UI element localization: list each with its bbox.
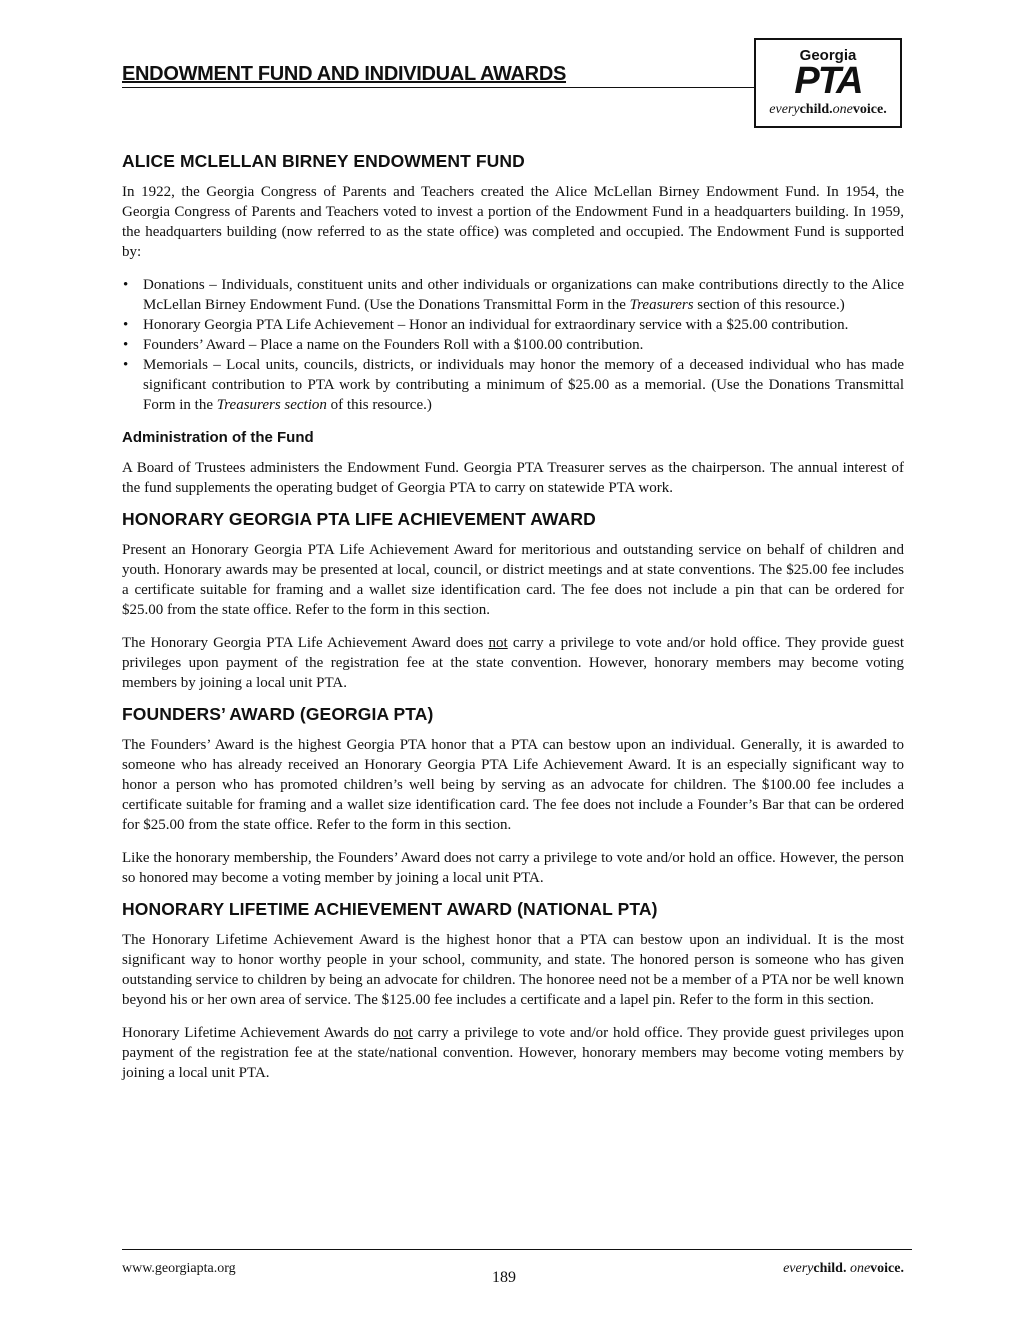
page-content	[122, 150, 904, 1096]
section-heading-life-achievement: HONORARY GEORGIA PTA LIFE ACHIEVEMENT AWARD	[122, 509, 596, 529]
founders-p2: Like the honorary membership, the Founders’ Award does not carry a privilege to vote and/or hold an office. However, the person so honored may become a voting member by joining a local unit PTA.	[122, 850, 904, 886]
logo-tagline	[756, 102, 900, 118]
footer-tag-child: child.	[813, 1261, 847, 1276]
life-achievement-p2	[122, 633, 904, 693]
footer-website: www.georgiapta.org	[122, 1261, 236, 1276]
national-p2-a: Honorary Lifetime Achievement Awards do	[122, 1025, 394, 1041]
bullet-icon: •	[123, 357, 129, 373]
logo-pta-text: PTA	[794, 60, 862, 102]
header-rule	[122, 87, 754, 88]
list-item-memorials	[122, 355, 904, 415]
footer-tag-voice: voice.	[870, 1261, 904, 1276]
national-p2	[122, 1023, 904, 1083]
life-achievement-p2-a: The Honorary Georgia PTA Life Achievement Award does	[122, 635, 489, 651]
honorary-text: Honorary Georgia PTA Life Achievement – Honor an individual for extraordinary service with a $25.00 contribution.	[143, 317, 849, 333]
footer-tag-one: one	[849, 1261, 871, 1276]
georgia-pta-logo	[754, 38, 902, 128]
national-p1: The Honorary Lifetime Achievement Award is the highest honor that a PTA can bestow upon an individual. It is the most significant way to honor worthy people in your school, community, and state. The honored person is someone who has given outstanding service to children by being an advocate for children. The honoree need not be a member of a PTA nor be well known beyond his or her own area of service. The $125.00 fee includes a certificate and a lapel pin. Refer to the form in this section.	[122, 932, 904, 1008]
administration-text: A Board of Trustees administers the Endowment Fund. Georgia PTA Treasurer serves as the chairperson. The annual interest of the fund supplements the operating budget of Georgia PTA to carry on statewide PTA work.	[122, 460, 904, 496]
bullet-icon: •	[123, 317, 129, 333]
donations-italic: Treasurers	[629, 297, 694, 313]
life-achievement-p2-b: carry a privilege to vote and/or hold office. They provide guest privileges upon payment of the registration fee at the state convention. However, honorary members may become voting members by joining a local unit PTA.	[122, 635, 904, 691]
donations-end: section of this resource.)	[693, 297, 845, 313]
section-heading-endowment: ALICE MCLELLAN BIRNEY ENDOWMENT FUND	[122, 151, 525, 171]
national-p2-underline: not	[393, 1025, 413, 1041]
list-item-honorary	[122, 315, 904, 335]
list-item-founders	[122, 335, 904, 355]
logo-tag-child: child.	[799, 102, 833, 117]
list-item-donations	[122, 275, 904, 315]
section-heading-national: HONORARY LIFETIME ACHIEVEMENT AWARD (NATIONAL PTA)	[122, 899, 658, 919]
life-achievement-p1: Present an Honorary Georgia PTA Life Achievement Award for meritorious and outstanding service on behalf of children and youth. Honorary awards may be presented at local, council, or district meetings and at state conventions. The $25.00 fee includes a certificate suitable for framing and a wallet size identification card. The fee does not include a pin that can be ordered for $25.00 from the state office. Refer to the form in this section.	[122, 542, 904, 618]
founders-p1: The Founders’ Award is the highest Georgia PTA honor that a PTA can bestow upon an individual. Generally, it is awarded to someone who has already received an Honorary Georgia PTA Life Achievement Award. It is an especially significant way to honor a person who has promoted children’s well being by serving as an advocate for children. The $100.00 fee includes a certificate suitable for framing and a wallet size identification card. The fee does not include a Founder’s Bar that can be ordered for $25.00 from the state office. Refer to the form in this section.	[122, 737, 904, 833]
endowment-intro: In 1922, the Georgia Congress of Parents and Teachers created the Alice McLellan Birney Endowment Fund. In 1954, the Georgia Congress of Parents and Teachers voted to invest a portion of the Endowment Fund in a headquarters building. In 1959, the headquarters building (now referred to as the state office) was completed and occupied. The Endowment Fund is supported by:	[122, 184, 904, 260]
subheading-administration: Administration of the Fund	[122, 429, 314, 446]
footer-tag-every: every	[783, 1261, 814, 1276]
section-heading-founders: FOUNDERS’ AWARD (GEORGIA PTA)	[122, 704, 434, 724]
logo-tag-every: every	[769, 102, 800, 117]
founders-text: Founders’ Award – Place a name on the Founders Roll with a $100.00 contribution.	[143, 337, 644, 353]
donations-text: Donations – Individuals, constituent units and other individuals or organizations can make contributions directly to the Alice McLellan Birney Endowment Fund. (Use the Donations Transmittal Form in the	[143, 277, 904, 313]
memorials-text: Memorials – Local units, councils, districts, or individuals may honor the memory of a deceased individual who has made significant contribution to PTA work by contributing a minimum of $25.00 as a memorial. (Use the Donations Transmittal Form in the	[143, 357, 904, 413]
footer-tagline	[783, 1260, 904, 1278]
footer-rule	[122, 1249, 912, 1250]
logo-tag-one: one	[832, 102, 853, 117]
endowment-support-list	[122, 275, 904, 415]
bullet-icon: •	[123, 337, 129, 353]
memorials-italic: Treasurers section	[216, 397, 327, 413]
national-p2-b: carry a privilege to vote and/or hold office. They provide guest privileges upon payment of the registration fee at the state/national convention. However, honorary members may become voting members by joining a local unit PTA.	[122, 1025, 904, 1081]
memorials-end: of this resource.)	[326, 397, 432, 413]
logo-tag-voice: voice.	[852, 102, 887, 117]
page-number: 189	[492, 1269, 516, 1286]
page-header-title: ENDOWMENT FUND AND INDIVIDUAL AWARDS	[122, 63, 567, 85]
logo-state-text: Georgia	[799, 47, 857, 64]
life-achievement-p2-underline: not	[488, 635, 508, 651]
bullet-icon: •	[123, 277, 129, 293]
